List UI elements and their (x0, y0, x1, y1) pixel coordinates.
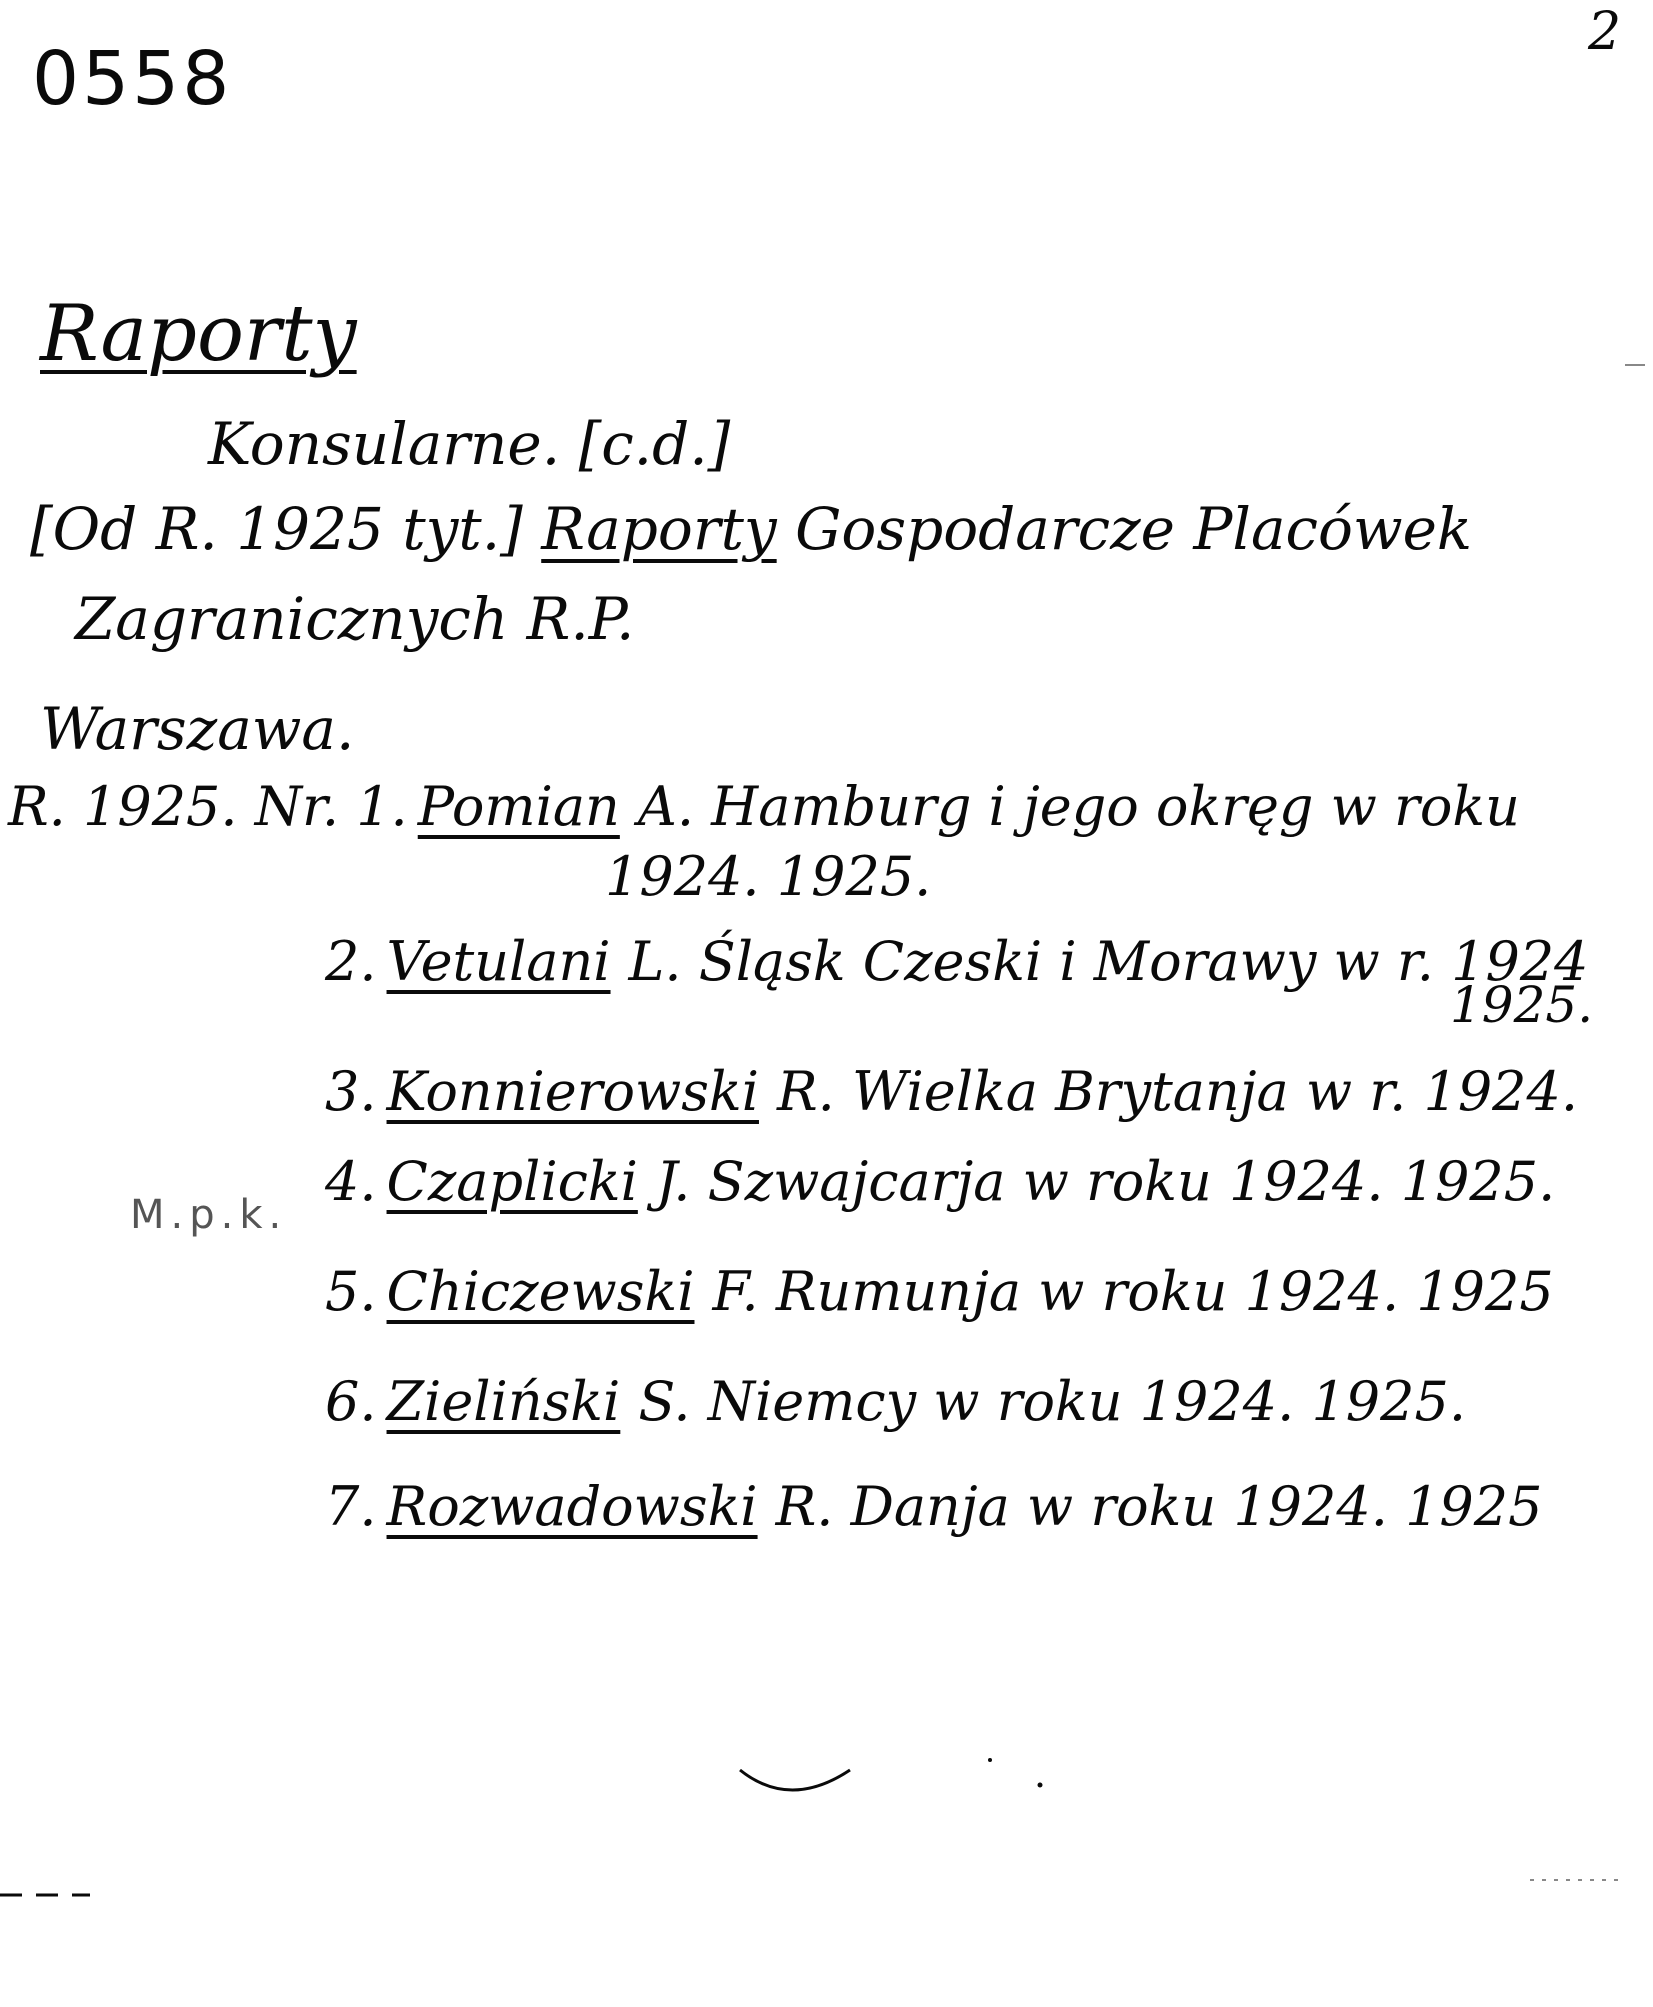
entry-number: 6. (325, 1370, 377, 1433)
entry-author: Chiczewski (386, 1260, 695, 1323)
entry-author: Rozwadowski (386, 1475, 758, 1538)
entry-description: S. Niemcy w roku 1924. 1925. (638, 1370, 1467, 1433)
title-rest: Gospodarcze Placówek (795, 495, 1473, 563)
entry-author: Vetulani (386, 930, 611, 993)
call-number: 0558 (32, 36, 233, 122)
entry-number: 5. (325, 1260, 377, 1323)
entry-author: Czaplicki (386, 1150, 638, 1213)
entry-continuation: 1925. (1450, 976, 1594, 1034)
entry-number: 7. (325, 1475, 377, 1538)
card-heading: Raporty (40, 289, 357, 379)
entry-author: Konnierowski (386, 1060, 759, 1123)
entry-author: Pomian (417, 775, 620, 838)
entry-description: R. Wielka Brytanja w r. 1924. (776, 1060, 1579, 1123)
entry-author: Zieliński (386, 1370, 621, 1433)
entry-number: R. 1925. Nr. 1. (8, 775, 408, 838)
entry-number: 3. (325, 1060, 377, 1123)
entry-description: L. Śląsk Czeski i Morawy w r. 1924 (628, 930, 1589, 993)
entry-number: 4. (325, 1150, 377, 1213)
publication-place: Warszawa. (40, 695, 355, 763)
scan-dot (1038, 1783, 1043, 1788)
entry-description: J. Szwajcarja w roku 1924. 1925. (655, 1150, 1556, 1213)
entry-description: F. Rumunja w roku 1924. 1925 (712, 1260, 1554, 1323)
margin-note: M.p.k. (130, 1192, 288, 1238)
title-main-word: Raporty (541, 495, 777, 563)
entry-description: A. Hamburg i jego okręg w roku (637, 775, 1520, 838)
entry-description: R. Danja w roku 1924. 1925 (775, 1475, 1543, 1538)
card-subheading: Konsularne. [c.d.] (208, 410, 731, 478)
pen-stroke-mark (740, 1770, 850, 1790)
entry-continuation: 1924. 1925. (605, 845, 932, 908)
page-number: 2 (1588, 2, 1622, 62)
title-prefix: [Od R. 1925 tyt.] (30, 495, 523, 563)
entry-number: 2. (325, 930, 377, 993)
title-line-2: Zagranicznych R.P. (75, 585, 635, 653)
scan-dot (988, 1758, 992, 1762)
